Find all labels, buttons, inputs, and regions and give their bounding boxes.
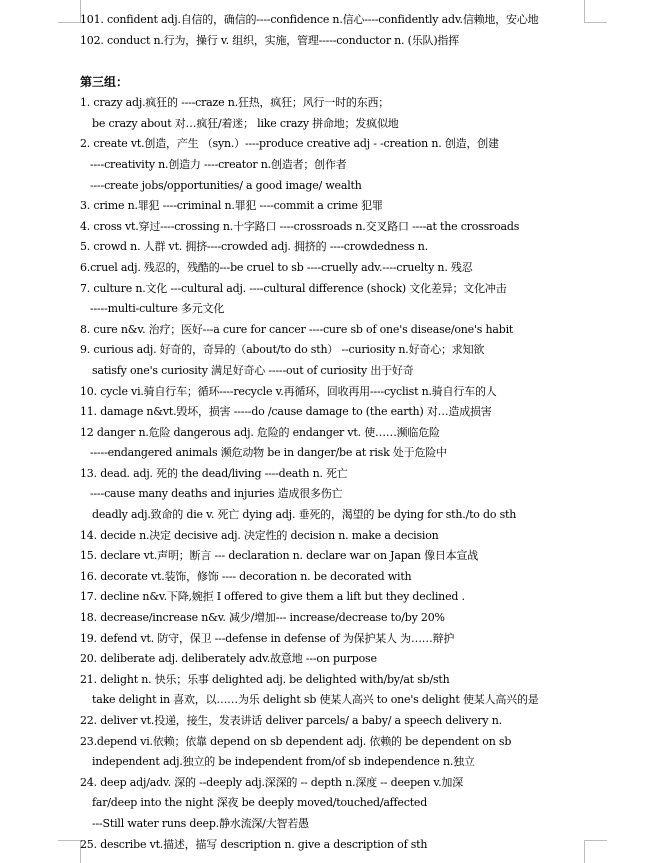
vocab-line: 102. conduct n.行为，操行 v. 组织，实施，管理-----conductor n. (乐队)指挥 bbox=[80, 33, 460, 47]
vocab-line: 15. declare vt.声明；断言 --- declaration n. declare war on Japan 像日本宣战 bbox=[80, 549, 479, 563]
vocab-line: 4. cross vt.穿过----crossing n.十字路口 ----crossroads n.交叉路口 ----at the crossroads bbox=[80, 219, 520, 233]
vocab-line: take delight in 喜欢，以……为乐 delight sb 使某人高兴 to one's delight 使某人高兴的是 bbox=[92, 693, 539, 707]
vocab-line: 7. culture n.文化 ---cultural adj. ----cultural difference (shock) 文化差异；文化冲击 bbox=[80, 281, 507, 295]
vocab-line: ----creativity n.创造力 ----creator n.创造者；创作者 bbox=[90, 157, 347, 171]
vocab-line: 11. damage n&vt.毁坏，损害 -----do /cause damage to (the earth) 对…造成损害 bbox=[80, 405, 492, 419]
vocab-line: independent adj.独立的 be independent from/of sb independence n.独立 bbox=[92, 755, 475, 769]
vocab-line: ----cause many deaths and injuries 造成很多伤亡 bbox=[90, 487, 343, 501]
spacer bbox=[80, 51, 590, 71]
vocab-line: satisfy one's curiosity 满足好奇心 -----out of curiosity 出于好奇 bbox=[92, 363, 414, 377]
vocab-line: ---Still water runs deep.静水流深/大智若愚 bbox=[92, 816, 309, 830]
vocab-line: 21. delight n. 快乐；乐事 delighted adj. be delighted with/by/at sb/sth bbox=[80, 672, 450, 686]
crop-mark-top-left bbox=[58, 0, 81, 23]
vocab-line: 2. create vt.创造，产生 （syn.）----produce creative adj - -creation n. 创造，创建 bbox=[80, 137, 499, 151]
vocab-line: 20. deliberate adj. deliberately adv.故意地 ---on purpose bbox=[80, 652, 377, 666]
vocab-line: 24. deep adj/adv. 深的 --deeply adj.深深的 -- depth n.深度 -- deepen v.加深 bbox=[80, 775, 464, 789]
vocab-line: 10. cycle vi.骑自行车；循环----recycle v.再循环，回收再用----cyclist n.骑自行车的人 bbox=[80, 384, 497, 398]
vocab-line: -----endangered animals 濒危动物 be in danger/be at risk 处于危险中 bbox=[90, 446, 447, 460]
vocab-line: 1. crazy adj.疯狂的 ----craze n.狂热，疯狂；风行一时的东西； bbox=[80, 96, 390, 110]
vocab-list bbox=[80, 10, 590, 855]
vocab-entries bbox=[80, 93, 590, 855]
vocab-line: 19. defend vt. 防守，保卫 ---defense in defense of 为保护某人 为……辩护 bbox=[80, 631, 455, 645]
vocab-line: 13. dead. adj. 死的 the dead/living ----death n. 死亡 bbox=[80, 466, 348, 480]
vocab-line: be crazy about 对…疯狂/着迷； like crazy 拼命地；发疯似地 bbox=[92, 116, 399, 130]
vocab-line: 3. crime n.罪犯 ----criminal n.罪犯 ----commit a crime 犯罪 bbox=[80, 199, 383, 213]
vocab-line: 101. confident adj.自信的，确信的----confidence n.信心----confidently adv.信赖地，安心地 bbox=[80, 13, 539, 26]
vocab-line: 18. decrease/increase n&v. 减少/增加--- increase/decrease to/by 20% bbox=[80, 611, 445, 625]
vocab-line: -----multi-culture 多元文化 bbox=[90, 302, 225, 316]
vocab-line: 8. cure n&v. 治疗；医好---a cure for cancer ----cure sb of one's disease/one's habit bbox=[80, 322, 514, 336]
vocab-line: 25. describe vt.描述，描写 description n. give a description of sth bbox=[80, 837, 428, 851]
vocab-line: 9. curious adj. 好奇的，奇异的（about/to do sth） --curiosity n.好奇心；求知欲 bbox=[80, 343, 485, 357]
vocab-line: far/deep into the night 深夜 be deeply moved/touched/affected bbox=[92, 796, 428, 810]
vocab-line: ----create jobs/opportunities/ a good image/ wealth bbox=[90, 178, 362, 192]
vocab-line: 23.depend vi.依赖；依靠 depend on sb dependent adj. 依赖的 be dependent on sb bbox=[80, 734, 512, 748]
vocab-line: 17. decline n&v.下降,婉拒 I offered to give them a lift but they declined . bbox=[80, 590, 465, 604]
crop-mark-bottom-left bbox=[58, 840, 81, 863]
vocab-line: 12 danger n.危险 dangerous adj. 危险的 endanger vt. 使……濒临危险 bbox=[80, 425, 440, 439]
section-heading: 第三组： bbox=[80, 75, 129, 90]
vocab-line: 16. decorate vt.装饰，修饰 ---- decoration n. be decorated with bbox=[80, 569, 412, 583]
vocab-line: 14. decide n.决定 decisive adj. 决定性的 decision n. make a decision bbox=[80, 528, 439, 542]
vocab-line: 6.cruel adj. 残忍的，残酷的---be cruel to sb ----cruelly adv.----cruelty n. 残忍 bbox=[80, 260, 473, 274]
vocab-line: 22. deliver vt.投递，接生，发表讲话 deliver parcels/ a baby/ a speech delivery n. bbox=[80, 714, 502, 727]
vocab-line: 5. crowd n. 人群 vt. 拥挤----crowded adj. 拥挤的 ----crowdedness n. bbox=[80, 240, 428, 254]
vocab-line: deadly adj.致命的 die v. 死亡 dying adj. 垂死的，渴望的 be dying for sth./to do sth bbox=[92, 508, 517, 522]
